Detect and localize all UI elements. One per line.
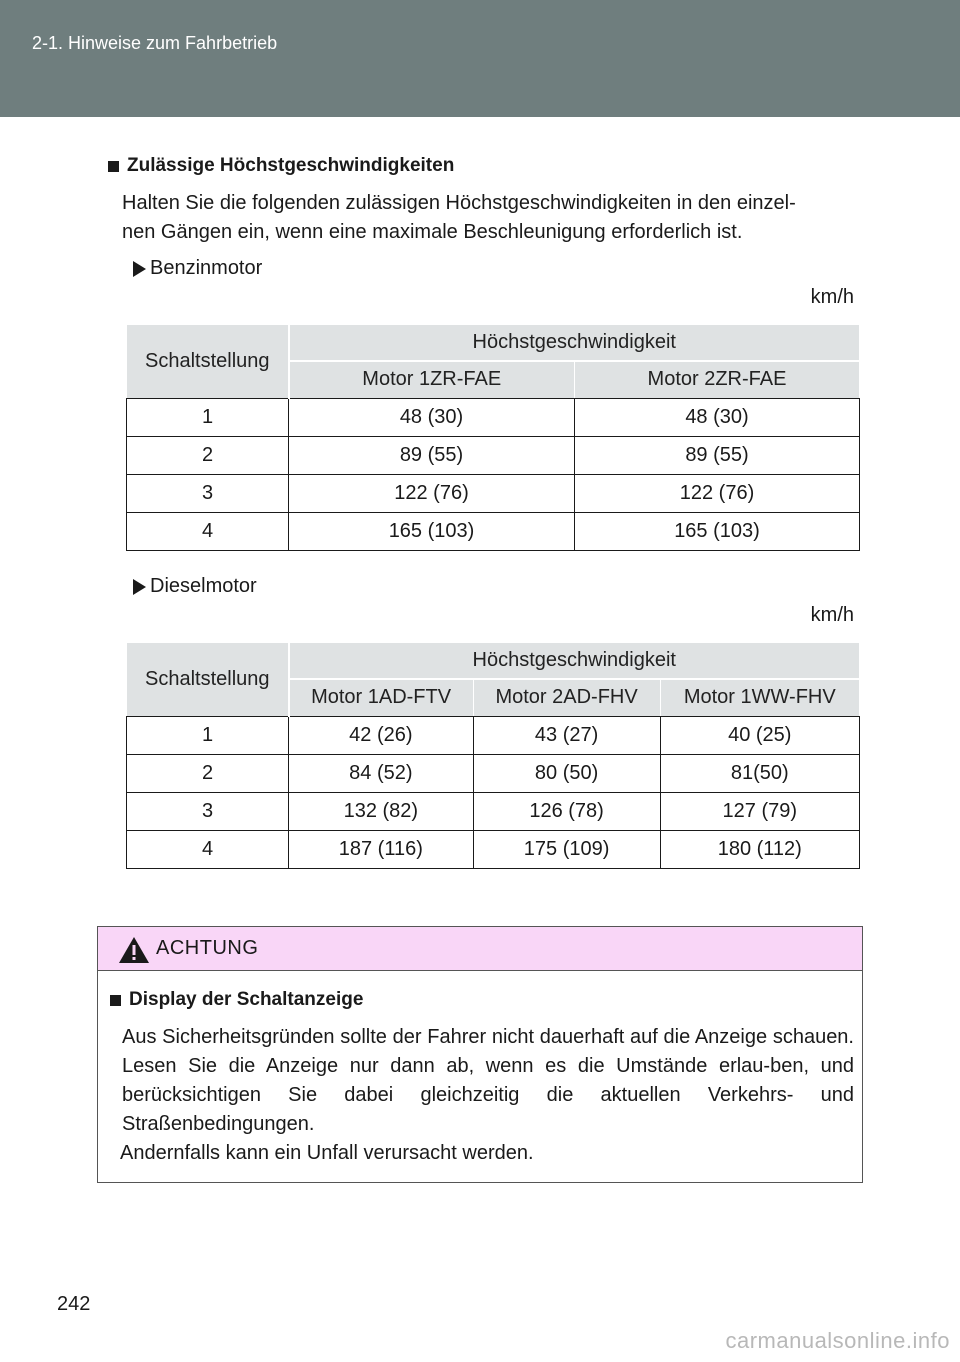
col-header-group: Höchstgeschwindigkeit [289, 643, 860, 679]
page-number: 242 [57, 1293, 91, 1315]
table-cell: 4 [127, 513, 289, 551]
table-cell: 40 (25) [660, 717, 859, 755]
triangle-bullet-icon [133, 579, 146, 595]
petrol-label [133, 257, 262, 280]
table-cell: 42 (26) [289, 717, 474, 755]
table-cell: 175 (109) [473, 831, 660, 869]
table-cell: 89 (55) [289, 437, 575, 475]
col-header-engine: Motor 1WW-FHV [660, 679, 859, 717]
intro-line-2: nen Gängen ein, wenn eine maximale Beschleunigung erforderlich ist. [122, 221, 743, 243]
table-cell: 89 (55) [575, 437, 860, 475]
caution-heading-text: Display der Schaltanzeige [129, 989, 364, 1010]
diesel-label-text: Dieselmotor [150, 575, 257, 597]
intro-line-1: Halten Sie die folgenden zulässigen Höchstgeschwindigkeiten in den einzel- [122, 192, 796, 214]
table-cell: 1 [127, 717, 289, 755]
table-cell: 81(50) [660, 755, 859, 793]
table-row [127, 755, 860, 793]
page-header [0, 0, 960, 117]
petrol-unit: km/h [810, 286, 854, 308]
intro-text [122, 189, 854, 247]
table-cell: 2 [127, 755, 289, 793]
caution-box [97, 926, 863, 1183]
table-row [127, 475, 860, 513]
table-cell: 48 (30) [575, 399, 860, 437]
col-header-engine: Motor 1AD-FTV [289, 679, 474, 717]
square-bullet-icon [110, 995, 121, 1006]
caution-text-2: Andernfalls kann ein Unfall verursacht werden. [120, 1142, 534, 1164]
col-header-engine: Motor 2ZR-FAE [575, 361, 860, 399]
col-header-engine: Motor 1ZR-FAE [289, 361, 575, 399]
chapter-title: 2-1. Hinweise zum Fahrbetrieb [32, 33, 278, 53]
table-cell: 180 (112) [660, 831, 859, 869]
col-header-engine: Motor 2AD-FHV [473, 679, 660, 717]
watermark: carmanualsonline.info [725, 1328, 950, 1353]
col-header-position: Schaltstellung [127, 325, 289, 399]
table-cell: 84 (52) [289, 755, 474, 793]
table-cell: 165 (103) [289, 513, 575, 551]
table-row [127, 437, 860, 475]
table-row [127, 399, 860, 437]
diesel-unit: km/h [810, 604, 854, 626]
table-cell: 165 (103) [575, 513, 860, 551]
table-cell: 48 (30) [289, 399, 575, 437]
section-heading-text: Zulässige Höchstgeschwindigkeiten [127, 155, 455, 176]
diesel-speed-table [126, 642, 860, 869]
speed-section [108, 155, 868, 247]
diesel-label [133, 575, 257, 598]
table-cell: 4 [127, 831, 289, 869]
table-cell: 80 (50) [473, 755, 660, 793]
table-cell: 43 (27) [473, 717, 660, 755]
table-cell: 3 [127, 793, 289, 831]
table-row [127, 717, 860, 755]
caution-title: ACHTUNG [156, 937, 259, 959]
table-cell: 187 (116) [289, 831, 474, 869]
caution-text: Aus Sicherheitsgründen sollte der Fahrer nicht dauerhaft auf die Anzeige schauen. Lesen Sie die Anzeige nur dann ab, wenn es die Umstände erlau-ben, und berücksichtigen Sie dabei gleichzeitig die aktuellen Verkehrs- und Straßenbedingungen. [122, 1026, 854, 1135]
table-cell: 122 (76) [575, 475, 860, 513]
triangle-bullet-icon [133, 261, 146, 277]
section-heading [108, 155, 868, 177]
table-cell: 127 (79) [660, 793, 859, 831]
table-cell: 2 [127, 437, 289, 475]
caution-heading [110, 989, 852, 1011]
col-header-group: Höchstgeschwindigkeit [289, 325, 860, 361]
table-row [127, 513, 860, 551]
table-row [127, 831, 860, 869]
caution-body [98, 971, 862, 1168]
col-header-position: Schaltstellung [127, 643, 289, 717]
table-cell: 122 (76) [289, 475, 575, 513]
square-bullet-icon [108, 161, 119, 172]
table-row [127, 793, 860, 831]
petrol-speed-table [126, 324, 860, 551]
table-cell: 126 (78) [473, 793, 660, 831]
table-cell: 3 [127, 475, 289, 513]
warning-triangle-icon [118, 936, 150, 964]
caution-header [98, 927, 862, 971]
table-cell: 132 (82) [289, 793, 474, 831]
table-cell: 1 [127, 399, 289, 437]
petrol-label-text: Benzinmotor [150, 257, 263, 279]
